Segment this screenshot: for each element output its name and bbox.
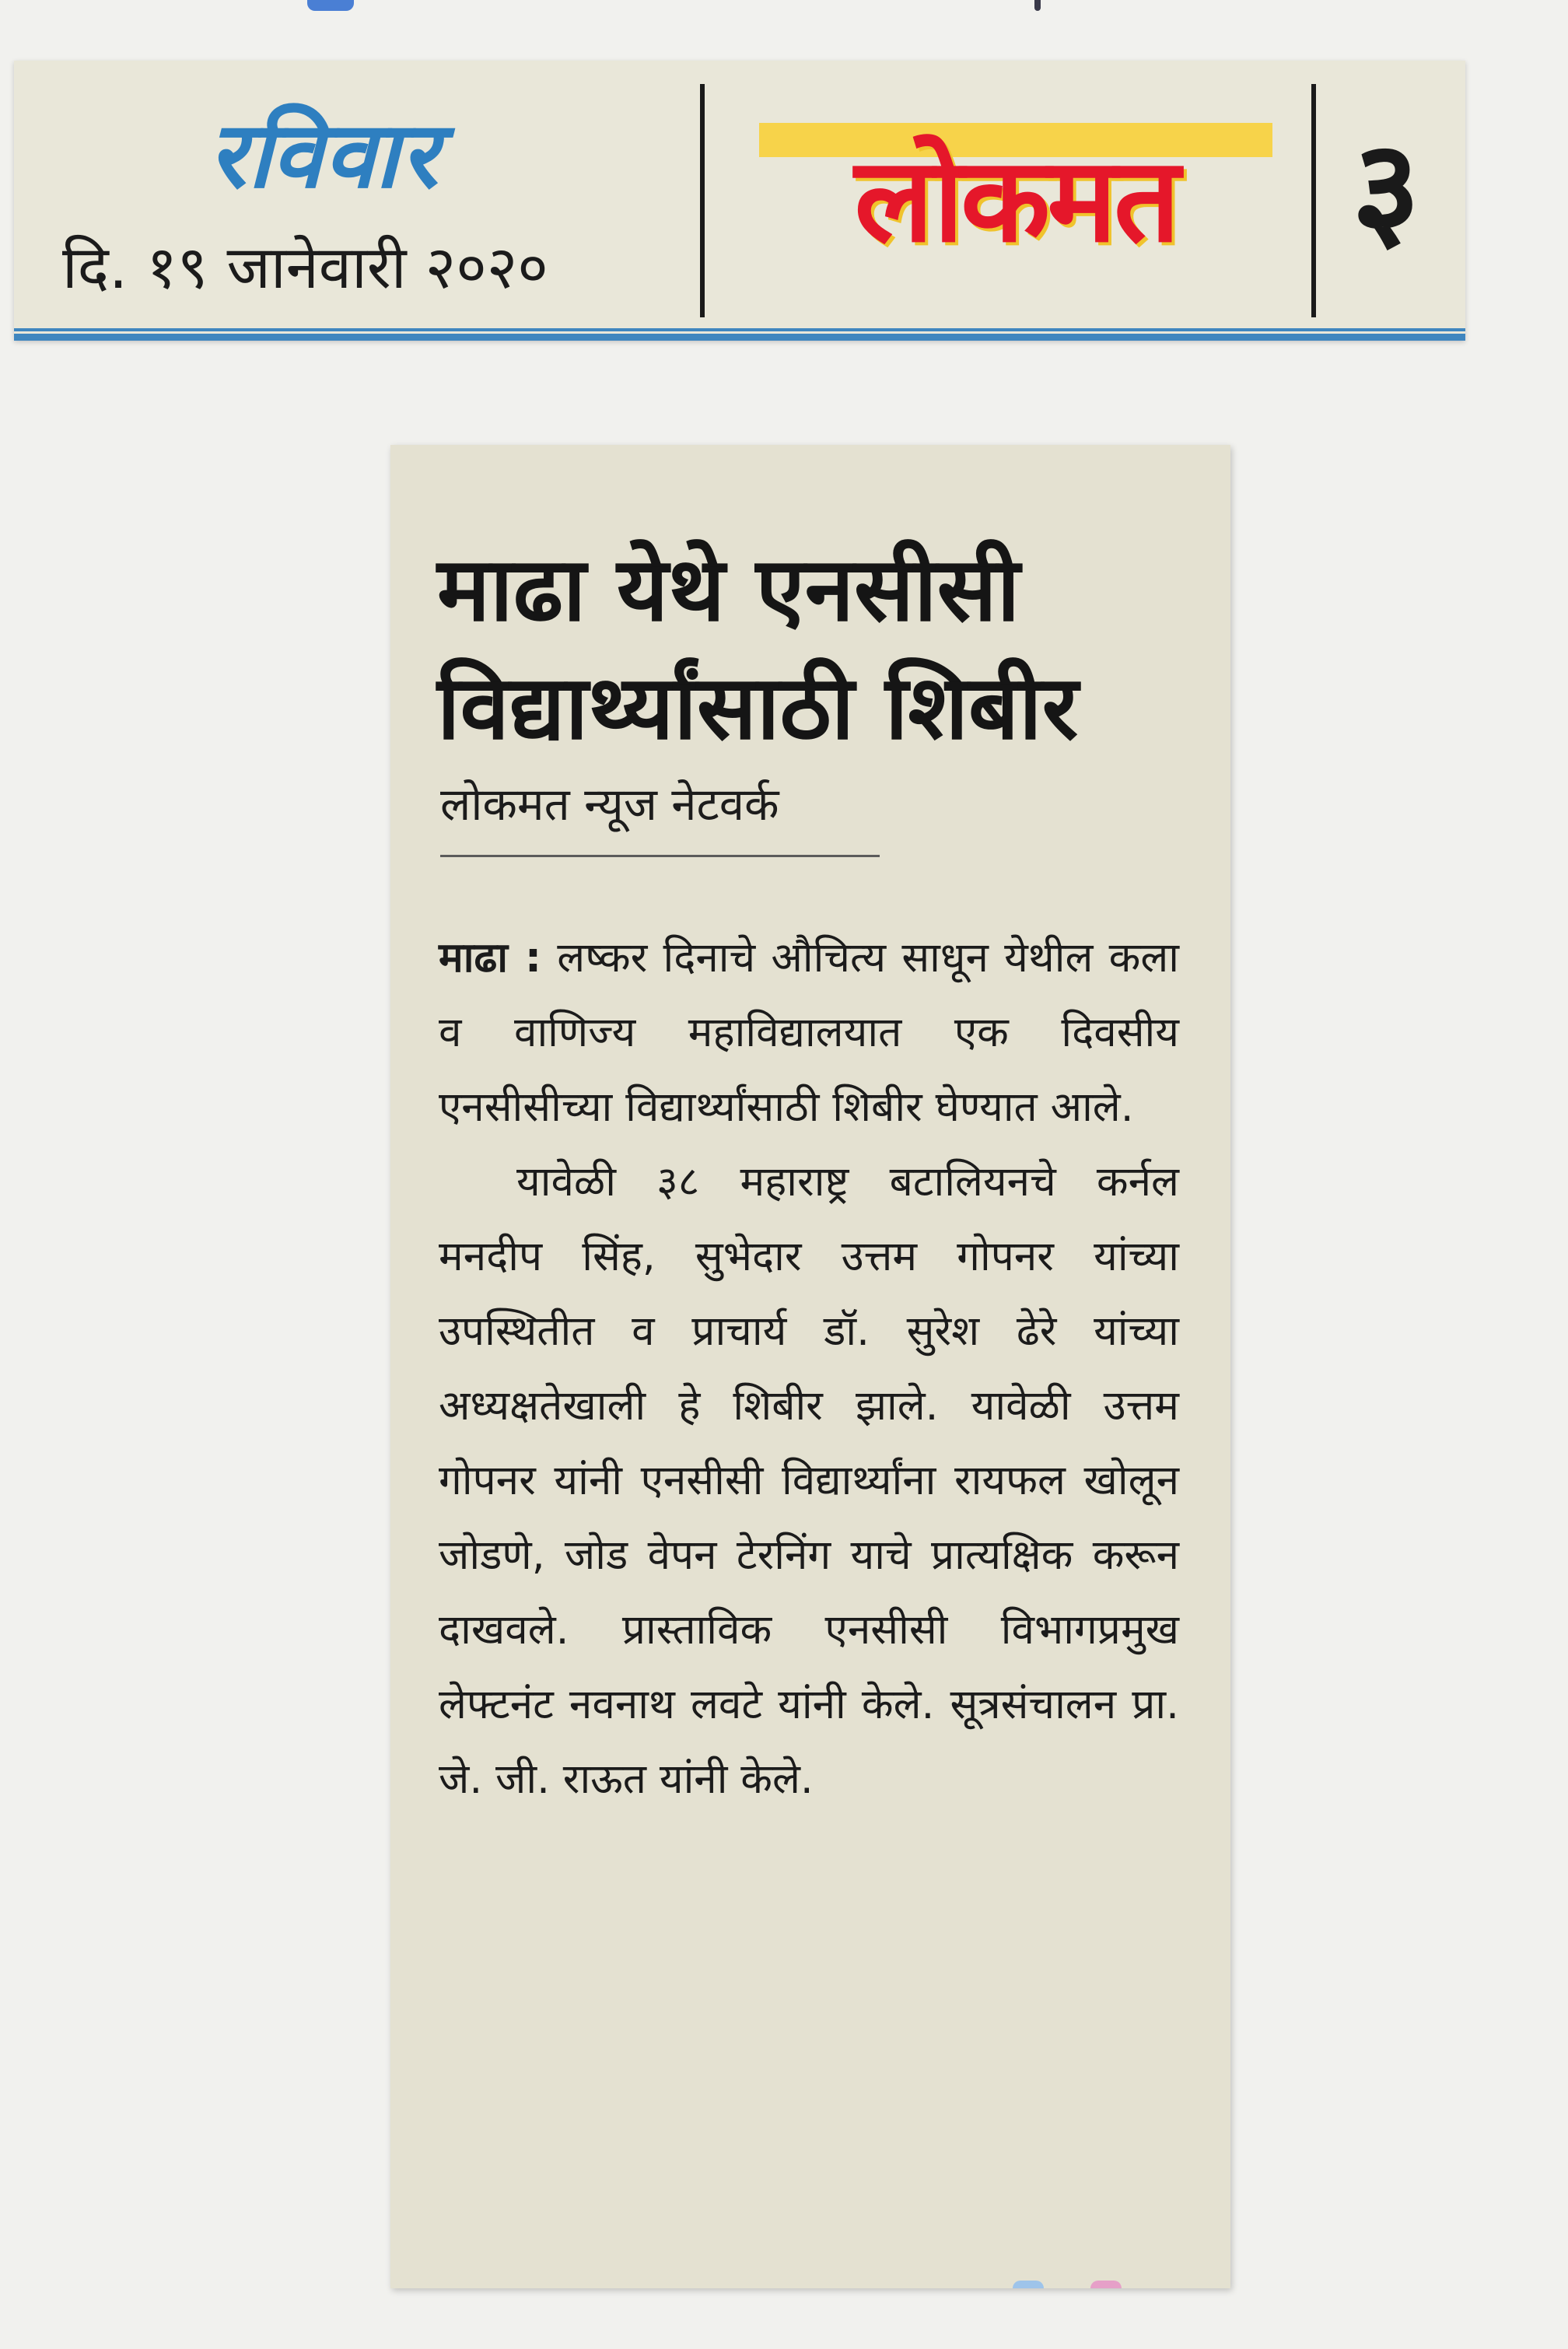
newspaper-logo <box>759 123 1272 278</box>
article-headline <box>437 530 1192 767</box>
newspaper-logo-text: लोकमत <box>854 133 1178 268</box>
paragraph-text: लष्कर दिनाचे औचित्य साधून येथील कला व वाणिज्य महाविद्यालयात एक दिवसीय एनसीसीच्या विद्यार्थ्यांसाठी शिबीर घेण्यात आले. <box>439 934 1179 1131</box>
article-body <box>439 921 1179 1817</box>
article-paragraph: यावेळी ३८ महाराष्ट्र बटालियनचे कर्नल मनदीप सिंह, सुभेदार उत्तम गोपनर यांच्या उपस्थितीत व प्राचार्य डॉ. सुरेश ढेरे यांच्या अध्यक्षतेखाली हे शिबीर झाले. यावेळी उत्तम गोपनर यांनी एनसीसी विद्यार्थ्यांना रायफल खोलून जोडणे, जोड वेपन टेरनिंग याचे प्रात्यक्षिक करून दाखवले. प्रास्ताविक एनसीसी विभागप्रमुख लेफ्टनंट नवनाथ लवटे यांनी केले. सूत्रसंचालन प्रा. जे. जी. राऊत यांनी केले. <box>439 1158 1179 1803</box>
clipping-edge-mark-pink <box>1090 2281 1122 2288</box>
masthead-divider <box>1311 84 1316 317</box>
section-name: रविवार <box>208 100 439 208</box>
page-number: ३ <box>1352 112 1421 266</box>
article-dateline: माढा : <box>439 934 542 982</box>
news-clipping <box>390 445 1230 2288</box>
byline-divider <box>440 855 880 857</box>
edition-date: दि. १९ जानेवारी २०२० <box>62 233 548 302</box>
masthead-bottom-rule <box>14 328 1465 341</box>
headline-line: माढा येथे एनसीसी <box>437 537 1020 641</box>
newspaper-masthead <box>14 61 1465 341</box>
masthead-divider <box>700 84 705 317</box>
top-edge-mark-dark <box>1034 0 1041 11</box>
headline-line: विद्यार्थ्यांसाठी शिबीर <box>437 656 1079 759</box>
clipping-edge-mark-blue <box>1013 2281 1044 2288</box>
article-paragraph <box>439 921 1179 1145</box>
top-edge-mark-blue <box>307 0 354 11</box>
article-byline: लोकमत न्यूज नेटवर्क <box>440 778 779 831</box>
